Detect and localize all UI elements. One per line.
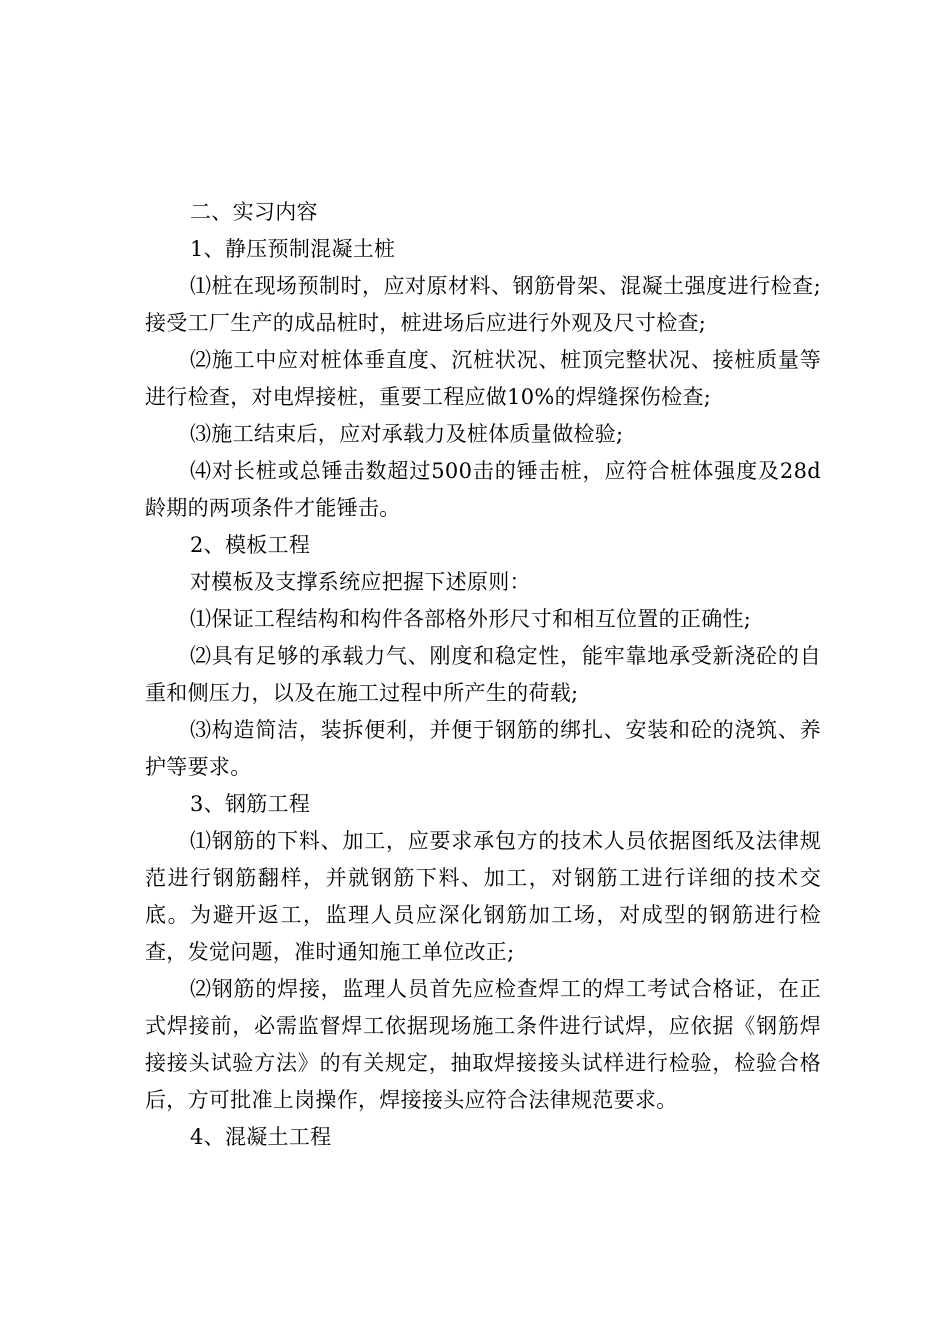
subsection-heading-concrete: 4、混凝土工程 [190,1125,332,1149]
paragraph-rebar-item-1: ⑴钢筋的下料、加工，应要求承包方的技术人员依据图纸及法律规范进行钢筋翻样，并就钢筋下料、加工，对钢筋工进行详细的技术交底。为避开返工，监理人员应深化钢筋加工场，对成型的钢筋进行检查，发觉问题，准时通知施工单位改正; [145,829,821,964]
paragraph-formwork-item-1: ⑴保证工程结构和构件各部格外形尺寸和相互位置的正确性; [190,607,752,631]
paragraph-rebar-item-2: ⑵钢筋的焊接，监理人员首先应检查焊工的焊工考试合格证，在正式焊接前，必需监督焊工依据现场施工条件进行试焊，应依据《钢筋焊接接头试验方法》的有关规定，抽取焊接接头试样进行检验，检验合格后，方可批准上岗操作，焊接接头应符合法律规范要求。 [145,977,821,1112]
paragraph-pile-item-2: ⑵施工中应对桩体垂直度、沉桩状况、桩顶完整状况、接桩质量等进行检查，对电焊接桩，重要工程应做10%的焊缝探伤检查; [145,348,821,409]
section-heading-internship-content: 二、实习内容 [190,200,318,224]
document-body [145,194,821,1156]
paragraph-formwork-item-2: ⑵具有足够的承载力气、刚度和稳定性，能牢靠地承受新浇砼的自重和侧压力，以及在施工过程中所产生的荷载; [145,644,821,705]
subsection-heading-formwork: 2、模板工程 [190,533,311,557]
subsection-heading-static-pressed-pile: 1、静压预制混凝土桩 [190,237,396,261]
paragraph-pile-item-4: ⑷对长桩或总锤击数超过500击的锤击桩，应符合桩体强度及28d龄期的两项条件才能锤击。 [145,459,821,520]
subsection-heading-rebar: 3、钢筋工程 [190,792,311,816]
paragraph-pile-item-1: ⑴桩在现场预制时，应对原材料、钢筋骨架、混凝土强度进行检查;接受工厂生产的成品桩时，桩进场后应进行外观及尺寸检查; [145,274,821,335]
paragraph-pile-item-3: ⑶施工结束后，应对承载力及桩体质量做检验; [190,422,624,446]
paragraph-formwork-intro: 对模板及支撑系统应把握下述原则： [190,570,531,594]
paragraph-formwork-item-3: ⑶构造简洁，装拆便利，并便于钢筋的绑扎、安装和砼的浇筑、养护等要求。 [145,718,821,779]
